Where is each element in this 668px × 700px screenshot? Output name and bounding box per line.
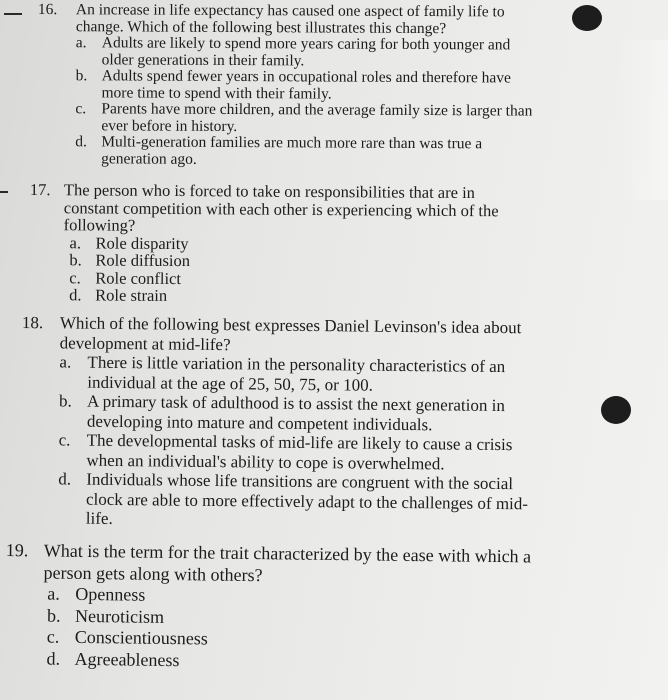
punch-hole-top	[572, 5, 602, 31]
option-letter: d.	[69, 285, 82, 305]
question-number: 17.	[29, 180, 51, 200]
question-number: 19.	[5, 540, 29, 561]
option-text: Individuals whose life transitions are congruent with the social clock are able to more effectively adapt to the challenges of mid-life.	[85, 469, 529, 528]
option-text: Role diffusion	[95, 250, 191, 271]
question-18	[20, 313, 542, 533]
option-text: The developmental tasks of mid-life are likely to cause a crisis when an individual's ability to cope is overwhelmed.	[86, 430, 513, 473]
punch-hole-middle	[601, 396, 631, 424]
question-text: What is the term for the trait characterized by the ease with which a person gets along with others?	[43, 540, 532, 585]
option-text: Role conflict	[95, 267, 182, 288]
option-text: Parents have more children, and the average family size is larger than ever before in history.	[101, 100, 533, 135]
option-c[interactable]	[58, 430, 540, 474]
option-letter: a.	[59, 352, 72, 372]
option-letter: d.	[58, 469, 72, 489]
option-text: Multi-generation families are much more rare than was true a generation ago.	[101, 133, 483, 168]
options-list	[75, 35, 538, 169]
options-list	[46, 584, 545, 676]
option-text: There is little variation in the personality characteristics of an individual at the age of 25, 50, 75, or 100.	[87, 352, 506, 395]
question-16	[37, 2, 538, 170]
option-text: A primary task of adulthood is to assist the next generation in developing into mature and competent individuals.	[86, 391, 506, 434]
option-d[interactable]	[75, 134, 537, 169]
option-letter: a.	[69, 232, 82, 252]
option-text: Neuroticism	[74, 605, 165, 627]
option-letter: c.	[58, 430, 71, 450]
option-letter: a.	[47, 583, 60, 604]
question-19	[4, 540, 546, 676]
option-text: Role strain	[95, 285, 168, 305]
question-number: 16.	[37, 1, 58, 19]
question-text: An increase in life expectancy has caused one aspect of family life to change. Which of the following best illustrates this change?	[75, 1, 505, 37]
option-letter: a.	[75, 34, 87, 52]
option-text: Role disparity	[95, 232, 189, 253]
option-d[interactable]	[58, 469, 541, 533]
option-a[interactable]	[76, 35, 538, 70]
option-letter: b.	[75, 67, 88, 85]
option-letter: b.	[69, 250, 82, 270]
option-letter: d.	[75, 133, 87, 151]
option-letter: c.	[46, 626, 60, 647]
option-text: Adults are likely to spend more years caring for both younger and older generations in their family.	[101, 34, 511, 69]
option-letter: b.	[58, 391, 72, 411]
option-b[interactable]	[59, 391, 541, 435]
option-letter: c.	[69, 267, 81, 287]
option-letter: b.	[46, 605, 61, 626]
option-letter: c.	[75, 100, 87, 118]
options-list	[69, 234, 529, 307]
option-d[interactable]	[69, 286, 529, 307]
option-text: Conscientiousness	[74, 626, 208, 649]
option-letter: d.	[46, 648, 61, 669]
options-list	[58, 352, 542, 533]
question-number: 18.	[21, 313, 44, 333]
question-text: Which of the following best expresses Daniel Levinson's idea about development at mid-life?	[59, 313, 522, 354]
option-c[interactable]	[75, 101, 537, 136]
paper-glare	[618, 40, 668, 200]
option-b[interactable]	[75, 68, 537, 103]
option-text: Openness	[75, 583, 146, 605]
answer-blank-line-16	[4, 13, 22, 15]
question-text: The person who is forced to take on responsibilities that are in constant competition with each other is experiencing which of the following?	[63, 180, 499, 235]
option-text: Adults spend fewer years in occupational roles and therefore have more time to spend with their family.	[101, 67, 511, 103]
option-a[interactable]	[59, 352, 541, 396]
option-text: Agreeableness	[74, 648, 180, 670]
question-17	[29, 181, 530, 307]
answer-blank-line-17	[0, 191, 8, 193]
